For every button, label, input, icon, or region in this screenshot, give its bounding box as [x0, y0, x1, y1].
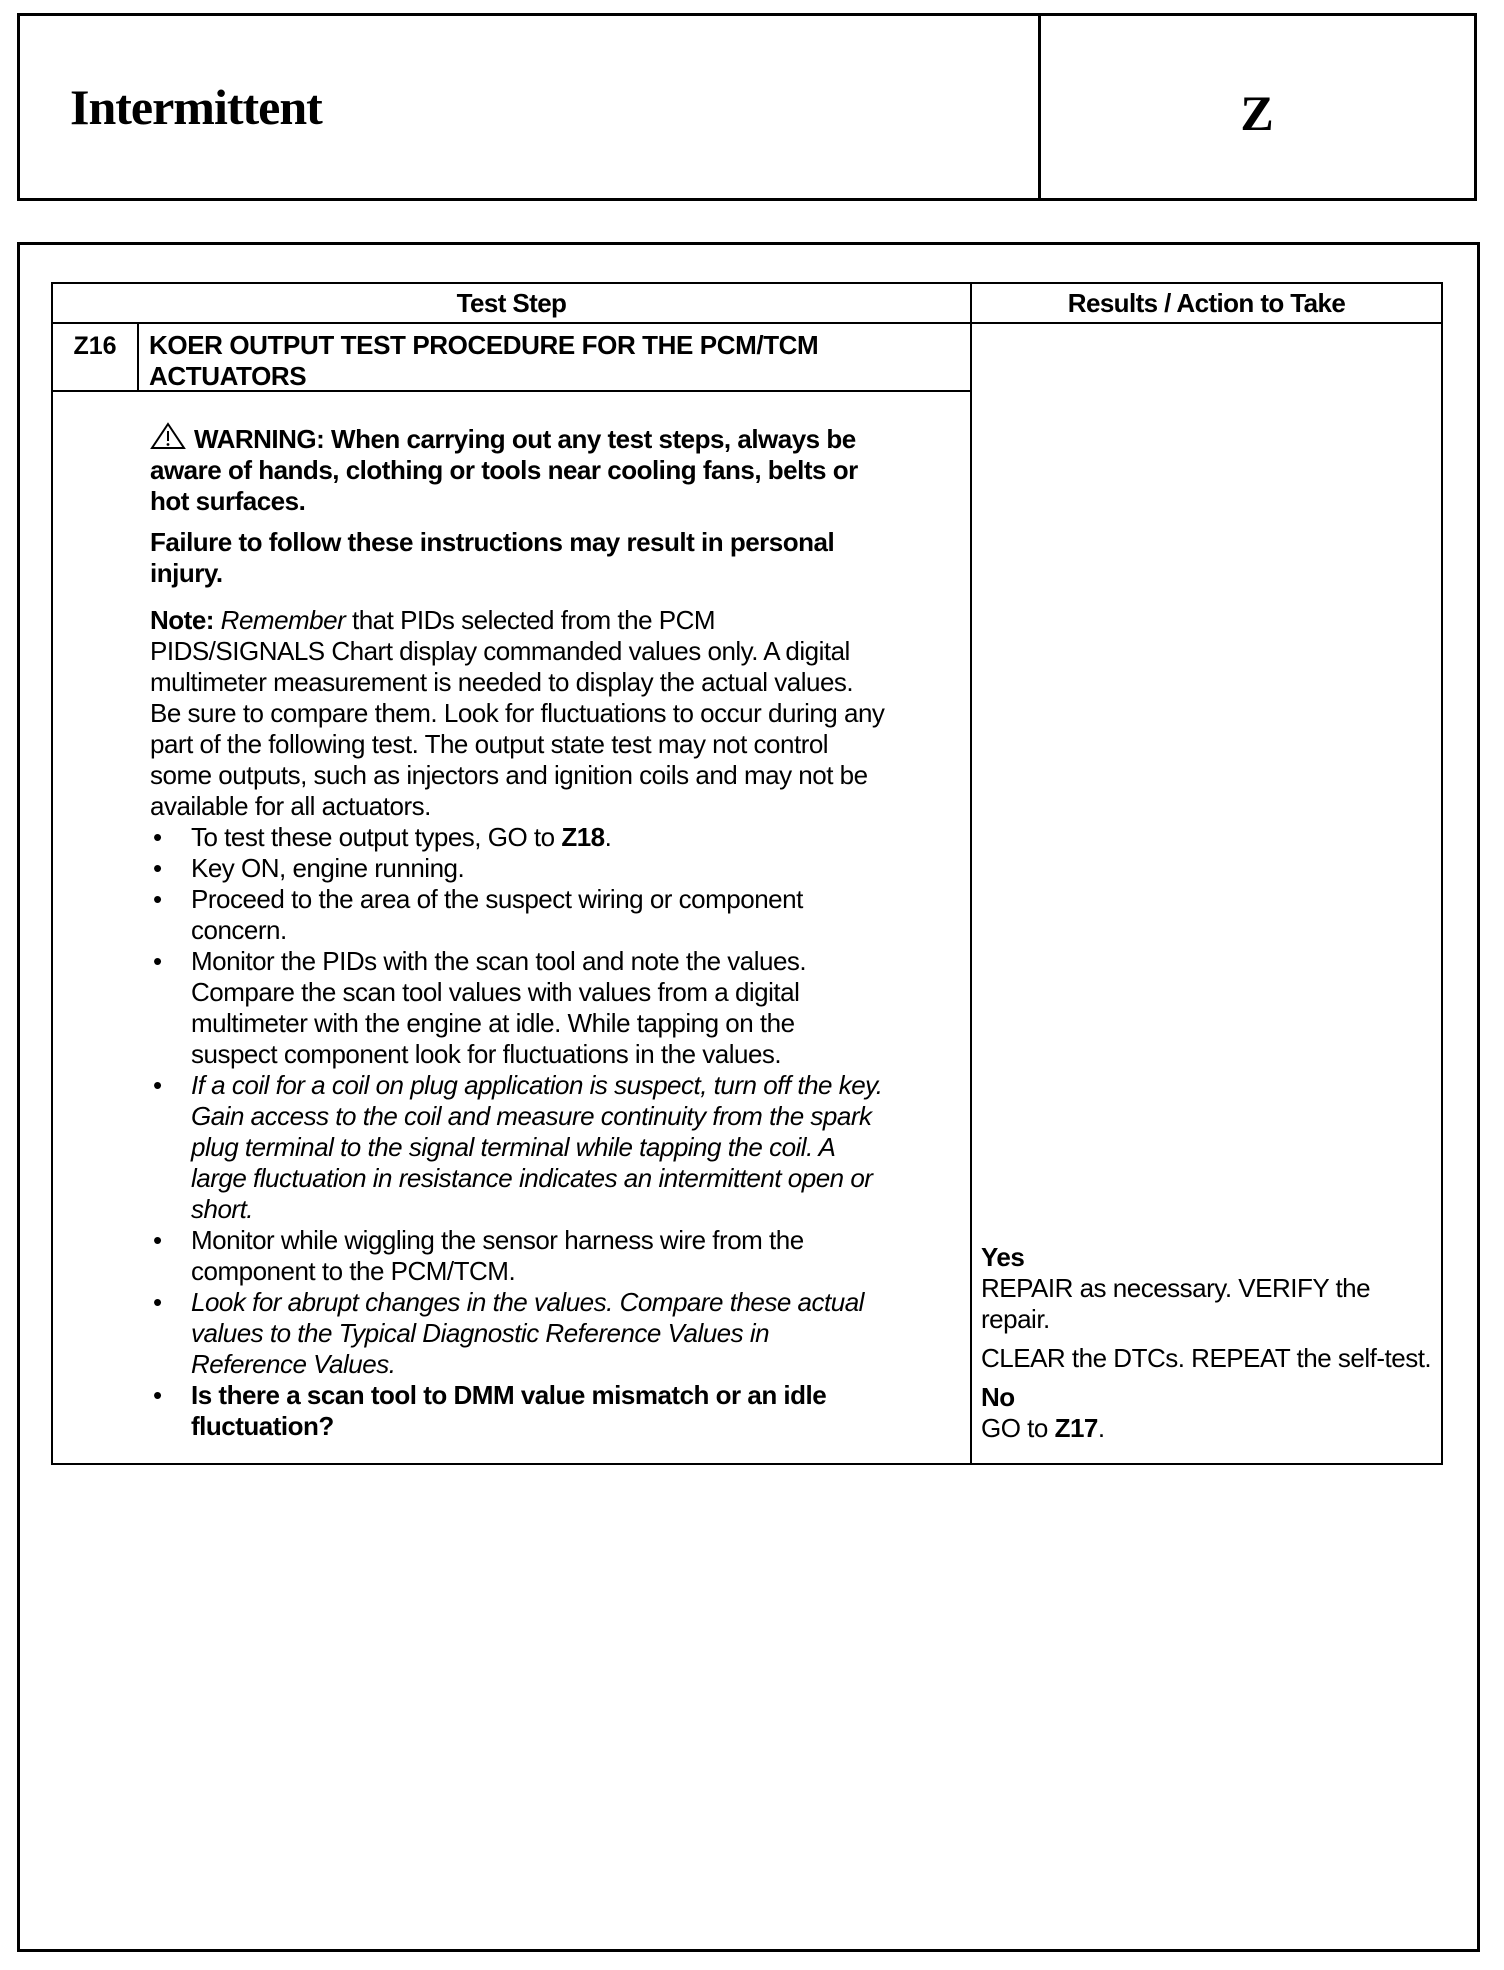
step-id-divider: [137, 324, 139, 390]
item-text: Look for abrupt changes in the values. Compare these actual values to the Typical Diagnostic Reference Values in Reference Values.: [191, 1287, 864, 1379]
item-text: Proceed to the area of the suspect wiring or component concern.: [191, 884, 803, 945]
list-item-question: [150, 1380, 885, 1442]
no-label: No: [981, 1382, 1015, 1412]
step-body: [150, 422, 885, 1442]
yes-action-clear: CLEAR the DTCs. REPEAT the self-test.: [981, 1343, 1432, 1373]
page-header: [17, 13, 1477, 201]
bullet-icon: •: [153, 1225, 162, 1255]
step-link-z17[interactable]: Z17: [1054, 1413, 1098, 1443]
list-item: [150, 884, 885, 946]
list-item: [150, 1225, 885, 1287]
yes-action-repair: REPAIR as necessary. VERIFY the repair.: [981, 1273, 1371, 1334]
no-action: [981, 1413, 1441, 1444]
list-item: [150, 946, 885, 1070]
list-item: [150, 853, 885, 884]
step-id: Z16: [73, 332, 117, 360]
results-cell: [981, 1242, 1441, 1444]
no-action-end: .: [1097, 1413, 1105, 1443]
bullet-icon: •: [153, 853, 162, 883]
yes-label: Yes: [981, 1242, 1025, 1272]
bullet-icon: •: [153, 822, 162, 852]
item-text: Monitor while wiggling the sensor harness wire from the component to the PCM/TCM.: [191, 1225, 804, 1286]
warning-text: [150, 422, 885, 517]
note-text: that PIDs selected from the PCM PIDS/SIGNALS Chart display commanded values only. A digital multimeter measurement is needed to display the actual values. Be sure to compare them. Look for fluctuations to occur during any part of the following test. The output state test may not control some outputs, such as injectors and ignition coils and may not be available for all actuators.: [150, 605, 885, 821]
column-divider: [970, 284, 972, 1463]
item-text-end: .: [604, 822, 612, 852]
bullet-icon: •: [153, 884, 162, 914]
header-divider: [53, 322, 1441, 324]
step-title-divider: [53, 390, 970, 392]
bullet-icon: •: [153, 1070, 162, 1100]
list-item: [150, 1287, 885, 1380]
item-text: Key ON, engine running.: [191, 853, 465, 883]
test-step-table: [51, 282, 1443, 1465]
item-text: Monitor the PIDs with the scan tool and note the values. Compare the scan tool values with values from a digital multimeter with the engine at idle. While tapping on the suspect component look for fluctuations in the values.: [191, 946, 807, 1069]
warning-message: WARNING: When carrying out any test steps, always be aware of hands, clothing or tools near cooling fans, belts or hot surfaces.: [150, 424, 858, 516]
warning-followup: Failure to follow these instructions may result in personal injury.: [150, 527, 835, 588]
section-title: Intermittent: [70, 79, 322, 135]
section-letter: Z: [1240, 85, 1274, 141]
bullet-icon: •: [153, 1287, 162, 1317]
step-instructions: [150, 822, 885, 1442]
item-text: If a coil for a coil on plug application is suspect, turn off the key. Gain access to the coil and measure continuity from the spark plug terminal to the signal terminal while tapping the coil. A large fluctuation in resistance indicates an intermittent open or short.: [191, 1070, 883, 1224]
list-item: [150, 1070, 885, 1225]
column-header-results: Results / Action to Take: [1067, 288, 1346, 318]
step-link-z18[interactable]: Z18: [561, 822, 605, 852]
warning-triangle-icon: [150, 422, 186, 450]
bullet-icon: •: [153, 1380, 162, 1410]
note-label: Note:: [150, 605, 214, 635]
step-title: KOER OUTPUT TEST PROCEDURE FOR THE PCM/TCM ACTUATORS: [149, 330, 819, 391]
no-action-text: GO to: [981, 1413, 1055, 1443]
bullet-icon: •: [153, 946, 162, 976]
note-emphasis: Remember: [220, 605, 346, 635]
column-header-test-step: Test Step: [456, 288, 567, 318]
note: [150, 605, 885, 822]
item-text: To test these output types, GO to: [191, 822, 562, 852]
list-item: [150, 822, 885, 853]
question-text: Is there a scan tool to DMM value mismatch or an idle fluctuation?: [191, 1380, 827, 1441]
